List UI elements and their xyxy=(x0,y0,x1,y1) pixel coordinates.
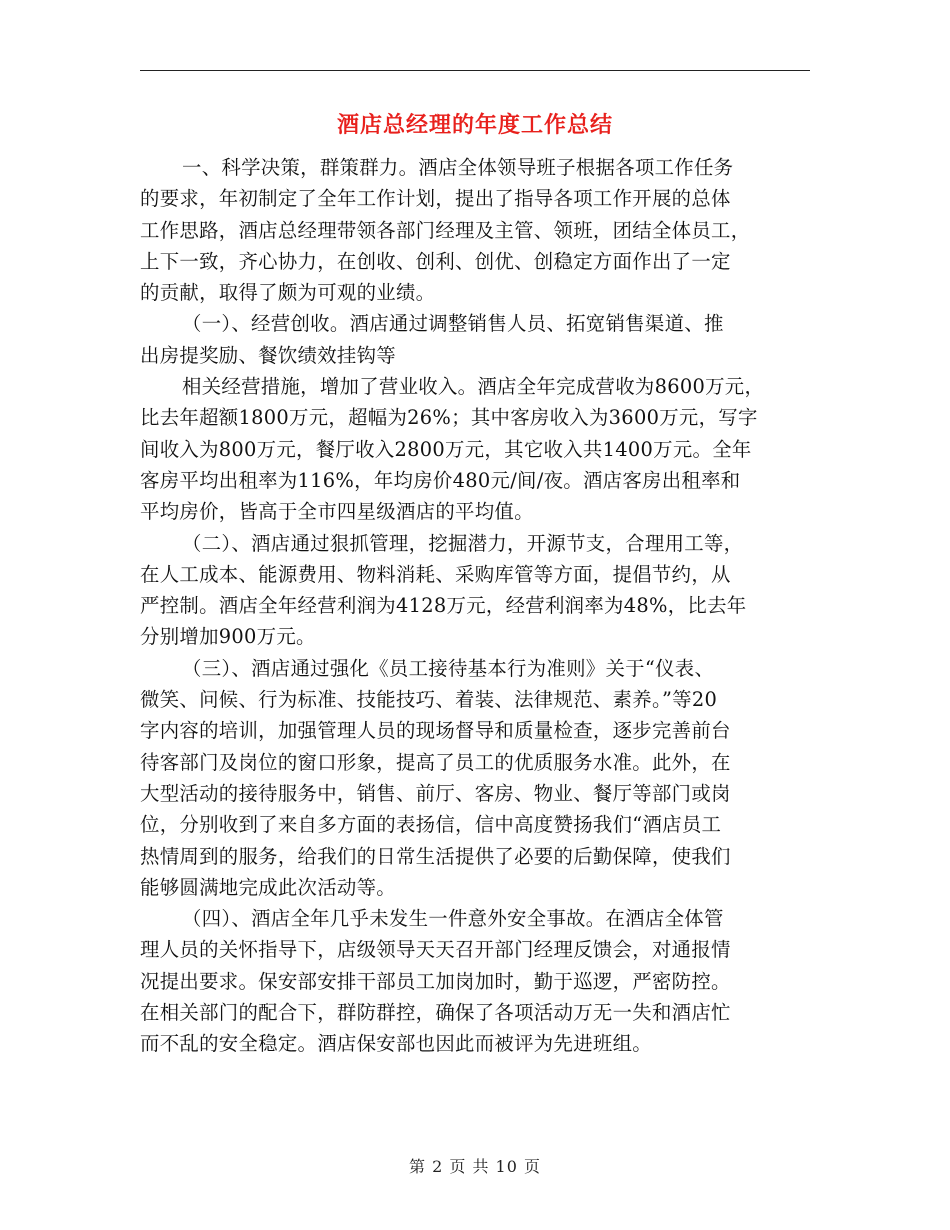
body-line: 的贡献，取得了颇为可观的业绩。 xyxy=(140,281,436,305)
body-line: 的要求，年初制定了全年工作计划，提出了指导各项工作开展的总体 xyxy=(140,187,731,211)
body-line: 间收入为800万元，餐厅收入2800万元，其它收入共1400万元。全年 xyxy=(140,437,752,461)
body-line: 相关经营措施，增加了营业收入。酒店全年完成营收为8600万元， xyxy=(182,375,765,399)
body-line: （三）、酒店通过强化《员工接待基本行为准则》关于“仪表、 xyxy=(182,656,715,680)
body-line: 分别增加900万元。 xyxy=(140,625,316,649)
body-line: 客房平均出租率为116%，年均房价480元/间/夜。酒店客房出租率和 xyxy=(140,468,741,492)
body-line: 出房提奖励、餐饮绩效挂钩等 xyxy=(140,343,396,367)
body-line: 微笑、问候、行为标准、技能技巧、着装、法律规范、素养。”等20 xyxy=(140,688,718,712)
document-title: 酒店总经理的年度工作总结 xyxy=(336,112,613,138)
body-line: 字内容的培训，加强管理人员的现场督导和质量检查，逐步完善前台 xyxy=(140,719,731,743)
body-line: 一、科学决策，群策群力。酒店全体领导班子根据各项工作任务 xyxy=(182,156,734,179)
body-line: 热情周到的服务，给我们的日常生活提供了必要的后勤保障，使我们 xyxy=(140,844,731,868)
body-line: 况提出要求。保安部安排干部员工加岗加时，勤于巡逻，严密防控。 xyxy=(140,969,731,993)
header-rule xyxy=(140,70,810,71)
body-line: 比去年超额1800万元，超幅为26%；其中客房收入为3600万元，写字 xyxy=(140,406,758,430)
body-line: 严控制。酒店全年经营利润为4128万元，经营利润率为48%，比去年 xyxy=(140,594,747,618)
body-line: 在人工成本、能源费用、物料消耗、采购库管等方面，提倡节约，从 xyxy=(140,562,731,586)
body-line: 待客部门及岗位的窗口形象，提高了员工的优质服务水准。此外，在 xyxy=(140,750,731,774)
document-body xyxy=(140,152,812,1060)
body-line: （二）、酒店通过狠抓管理，挖掘潜力，开源节支，合理用工等， xyxy=(182,531,744,555)
body-line: 平均房价，皆高于全市四星级酒店的平均值。 xyxy=(140,500,534,524)
body-line: 能够圆满地完成此次活动等。 xyxy=(140,875,396,899)
body-line: （一）、经营创收。酒店通过调整销售人员、拓宽销售渠道、推 xyxy=(182,312,724,336)
page-number-footer: 第 2 页 共 10 页 xyxy=(409,1157,541,1176)
body-line: 理人员的关怀指导下，店级领导天天召开部门经理反馈会，对通报情 xyxy=(140,938,731,962)
body-line: 上下一致，齐心协力，在创收、创利、创优、创稳定方面作出了一定 xyxy=(140,249,731,273)
body-line: 大型活动的接待服务中，销售、前厅、客房、物业、餐厅等部门或岗 xyxy=(140,781,731,805)
body-line: 在相关部门的配合下，群防群控，确保了各项活动万无一失和酒店忙 xyxy=(140,1001,731,1025)
body-line: 工作思路，酒店总经理带领各部门经理及主管、领班，团结全体员工， xyxy=(140,218,751,242)
body-line: 而不乱的安全稳定。酒店保安部也因此而被评为先进班组。 xyxy=(140,1032,652,1056)
body-line: （四）、酒店全年几乎未发生一件意外安全事故。在酒店全体管 xyxy=(182,907,724,931)
body-line: 位，分别收到了来自多方面的表扬信，信中高度赞扬我们“酒店员工 xyxy=(140,813,722,837)
